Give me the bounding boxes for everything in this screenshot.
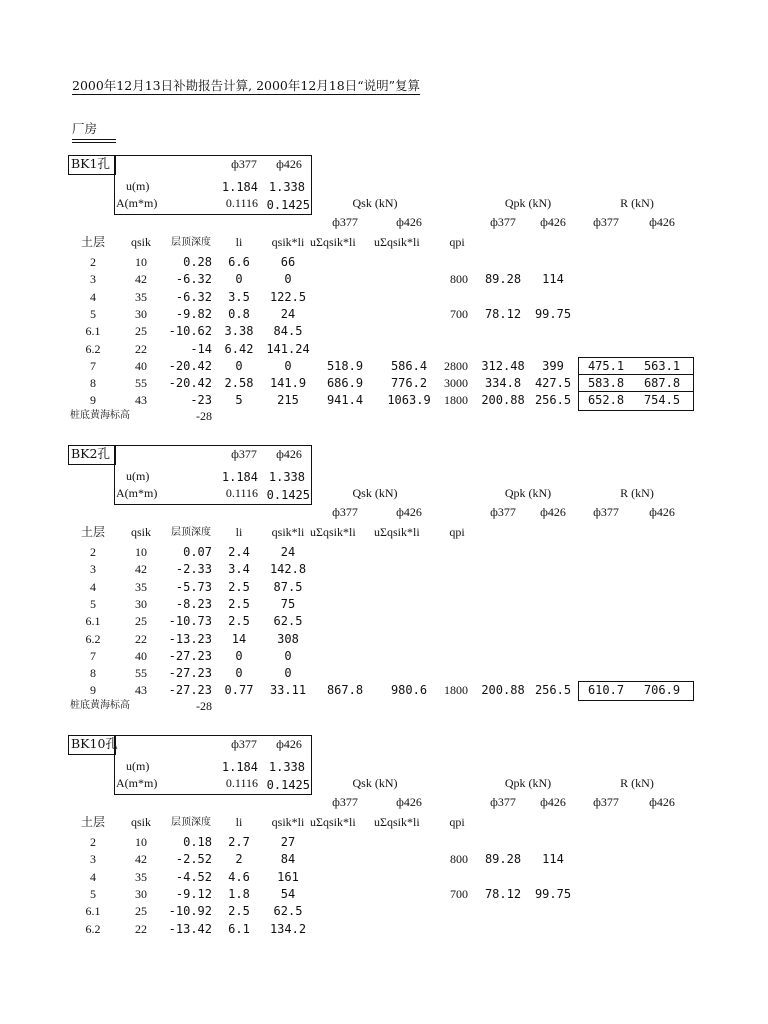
a-377: 0.1116: [225, 486, 258, 500]
u-426: 1.338: [268, 760, 305, 774]
cell-soil: 5: [90, 306, 96, 321]
r-426-header: ф426: [649, 215, 675, 229]
cell-qsik: 30: [135, 596, 147, 611]
col-soil-header: 土层: [80, 235, 106, 249]
cell-qli: 142.8: [269, 562, 307, 577]
r-377-header: ф377: [593, 505, 619, 519]
col-depth-header: 层顶深度: [171, 527, 211, 538]
cell-li: 3.5: [228, 289, 250, 304]
cell-soil: 3: [90, 562, 96, 577]
document-title: 2000年12月13日补勘报告计算, 2000年12月18日“说明”复算: [72, 78, 420, 93]
cell-qli: 62.5: [273, 904, 303, 919]
cell-soil: 8: [90, 666, 96, 681]
cell-qsik: 40: [135, 648, 147, 663]
cell-qsik: 55: [135, 666, 147, 681]
col-usum377-header: uΣqsik*li: [310, 525, 356, 539]
cell-qli: 24: [280, 545, 296, 559]
cell-li: 0: [235, 666, 243, 681]
cell-qpi: 700: [450, 886, 468, 901]
col-usum426-header: uΣqsik*li: [374, 525, 420, 539]
cell-soil: 2: [90, 835, 96, 849]
a-label: A(m*m): [116, 776, 158, 790]
col-usum377-header: uΣqsik*li: [310, 815, 356, 829]
cell-us426: 1063.9: [387, 393, 431, 408]
cell-qli: 141.9: [269, 376, 307, 391]
cell-qsik: 22: [135, 921, 147, 936]
cell-qpi: 800: [450, 852, 468, 867]
cell-qli: 141.24: [266, 341, 310, 356]
cell-qpk377: 89.28: [484, 852, 522, 867]
param-header-377: ф377: [231, 737, 257, 751]
r-header: R (kN): [620, 196, 654, 210]
cell-soil: 4: [90, 869, 96, 884]
cell-r377: 610.7: [587, 683, 625, 698]
cell-qli: 0: [284, 666, 292, 681]
cell-depth: -14: [190, 341, 212, 356]
u-426: 1.338: [268, 180, 305, 194]
cell-qpk426: 256.5: [534, 683, 572, 698]
cell-li: 2.5: [228, 596, 250, 611]
cell-qpi: 3000: [444, 376, 468, 391]
cell-qpk426: 256.5: [534, 393, 572, 408]
a-426: 0.1425: [266, 488, 310, 502]
cell-qli: 33.11: [269, 683, 307, 698]
col-depth-header: 层顶深度: [171, 817, 211, 828]
cell-r377: 583.8: [587, 376, 625, 391]
cell-us377: 867.8: [326, 683, 364, 698]
cell-soil: 3: [90, 852, 96, 867]
cell-qli: 54: [280, 886, 296, 901]
cell-depth: -27.23: [168, 648, 212, 663]
col-usum426-header: uΣqsik*li: [374, 235, 420, 249]
cell-li: 2.5: [228, 579, 250, 594]
col-qsik-header: qsik: [130, 525, 152, 539]
cell-qli: 24: [280, 306, 296, 321]
a-377: 0.1116: [225, 776, 258, 790]
hole-label: BK2孔: [71, 446, 110, 461]
cell-qsik: 25: [135, 614, 147, 629]
col-qsikli-header: qsik*li: [271, 525, 305, 539]
cell-qsik: 22: [135, 631, 147, 646]
cell-qli: 122.5: [269, 289, 307, 304]
cell-soil: 4: [90, 579, 96, 594]
qpk-377-header: ф377: [490, 505, 516, 519]
pile-tip-label: 桩底黄海标高: [70, 700, 130, 711]
col-soil-header: 土层: [80, 815, 106, 829]
cell-qli: 215: [277, 393, 299, 408]
cell-depth: -13.23: [168, 631, 212, 646]
cell-qpk377: 312.48: [481, 358, 525, 373]
building-label: 厂房: [72, 121, 98, 136]
cell-qsik: 30: [135, 306, 147, 321]
a-426: 0.1425: [266, 198, 310, 212]
cell-depth: -13.42: [168, 921, 212, 936]
cell-us426: 980.6: [390, 683, 428, 698]
r-377-header: ф377: [593, 795, 619, 809]
cell-qsik: 43: [135, 393, 147, 408]
cell-qsik: 35: [135, 869, 147, 884]
col-li-header: li: [235, 525, 243, 539]
col-qsik-header: qsik: [130, 235, 152, 249]
cell-soil: 5: [90, 886, 96, 901]
qpk-426-header: ф426: [540, 795, 566, 809]
cell-us426: 586.4: [390, 358, 428, 373]
qpk-377-header: ф377: [490, 215, 516, 229]
cell-qli: 161: [277, 869, 299, 884]
a-label: A(m*m): [116, 486, 158, 500]
qsk-header: Qsk (kN): [352, 776, 398, 790]
cell-qli: 0: [284, 358, 292, 373]
cell-qli: 0: [284, 272, 292, 287]
cell-depth: -6.32: [175, 272, 212, 287]
qpk-377-header: ф377: [490, 795, 516, 809]
cell-us377: 518.9: [326, 358, 364, 373]
cell-qpk377: 200.88: [481, 683, 525, 698]
cell-li: 2.4: [228, 545, 250, 559]
param-header-426: ф426: [276, 737, 302, 751]
cell-qsik: 10: [135, 835, 147, 849]
param-header-377: ф377: [231, 157, 257, 171]
col-depth-header: 层顶深度: [171, 237, 211, 248]
cell-qsik: 40: [135, 358, 147, 373]
u-377: 1.184: [221, 470, 258, 484]
cell-soil: 6.2: [85, 631, 101, 646]
pile-tip-value: -28: [196, 409, 212, 423]
param-header-426: ф426: [276, 157, 302, 171]
r-377-header: ф377: [593, 215, 619, 229]
cell-qsik: 10: [135, 545, 147, 559]
cell-qsik: 43: [135, 683, 147, 698]
hole-label: BK1孔: [71, 156, 110, 171]
cell-soil: 6.2: [85, 921, 101, 936]
qsk-426-header: ф426: [396, 795, 422, 809]
col-li-header: li: [235, 815, 243, 829]
qsk-377-header: ф377: [332, 505, 358, 519]
cell-qpk426: 427.5: [534, 376, 572, 391]
cell-soil: 6.1: [85, 904, 101, 919]
cell-qpk377: 78.12: [484, 886, 522, 901]
qpk-header: Qpk (kN): [504, 776, 552, 790]
cell-qsik: 42: [135, 272, 147, 287]
cell-li: 1.8: [228, 886, 250, 901]
cell-depth: -27.23: [168, 666, 212, 681]
cell-li: 2.5: [228, 904, 250, 919]
cell-depth: -5.73: [175, 579, 212, 594]
qsk-426-header: ф426: [396, 505, 422, 519]
cell-depth: -2.33: [175, 562, 212, 577]
pile-tip-label: 桩底黄海标高: [70, 410, 130, 421]
cell-soil: 3: [90, 272, 96, 287]
r-box-divider: [578, 391, 693, 392]
cell-us377: 941.4: [326, 393, 364, 408]
qpk-426-header: ф426: [540, 505, 566, 519]
cell-soil: 2: [90, 255, 96, 269]
col-li-header: li: [235, 235, 243, 249]
cell-qsik: 42: [135, 562, 147, 577]
cell-li: 2.58: [224, 376, 254, 391]
cell-li: 0.8: [228, 306, 250, 321]
u-426: 1.338: [268, 470, 305, 484]
col-usum426-header: uΣqsik*li: [374, 815, 420, 829]
cell-li: 0: [235, 272, 243, 287]
cell-li: 0: [235, 648, 243, 663]
cell-qpi: 800: [450, 272, 468, 287]
cell-qpk377: 334.8: [484, 376, 522, 391]
cell-qsik: 42: [135, 852, 147, 867]
cell-qli: 308: [277, 631, 299, 646]
col-qpi-header: qpi: [449, 235, 465, 249]
qsk-426-header: ф426: [396, 215, 422, 229]
a-426: 0.1425: [266, 778, 310, 792]
cell-li: 5: [235, 393, 243, 408]
qpk-header: Qpk (kN): [504, 486, 552, 500]
u-label: u(m): [126, 469, 150, 483]
cell-qpk426: 114: [542, 272, 564, 287]
cell-li: 14: [231, 631, 247, 646]
cell-depth: 0.28: [183, 255, 212, 269]
cell-qli: 84.5: [273, 324, 303, 339]
cell-qsik: 35: [135, 579, 147, 594]
cell-depth: -10.92: [168, 904, 212, 919]
cell-qli: 87.5: [273, 579, 303, 594]
u-377: 1.184: [221, 180, 258, 194]
cell-depth: -10.73: [168, 614, 212, 629]
cell-depth: -27.23: [168, 683, 212, 698]
cell-depth: -20.42: [168, 376, 212, 391]
col-qpi-header: qpi: [449, 815, 465, 829]
col-qpi-header: qpi: [449, 525, 465, 539]
r-header: R (kN): [620, 486, 654, 500]
cell-r426: 687.8: [643, 376, 681, 391]
cell-li: 3.38: [224, 324, 254, 339]
cell-soil: 6.1: [85, 324, 101, 339]
cell-depth: -10.62: [168, 324, 212, 339]
cell-qsik: 25: [135, 324, 147, 339]
pile-tip-value: -28: [196, 699, 212, 713]
cell-qpk426: 99.75: [534, 886, 572, 901]
building-underline: [72, 139, 116, 140]
col-usum377-header: uΣqsik*li: [310, 235, 356, 249]
cell-r426: 754.5: [643, 393, 681, 408]
col-qsik-header: qsik: [130, 815, 152, 829]
cell-us377: 686.9: [326, 376, 364, 391]
cell-qpi: 1800: [444, 683, 468, 698]
cell-depth: -20.42: [168, 358, 212, 373]
cell-qsik: 30: [135, 886, 147, 901]
cell-qsik: 22: [135, 341, 147, 356]
cell-r377: 475.1: [587, 358, 625, 373]
cell-soil: 2: [90, 545, 96, 559]
r-426-header: ф426: [649, 505, 675, 519]
cell-qpk426: 399: [542, 358, 564, 373]
cell-depth: -9.12: [175, 886, 212, 901]
cell-qli: 134.2: [269, 921, 307, 936]
cell-li: 6.42: [224, 341, 254, 356]
cell-qli: 84: [280, 852, 296, 867]
cell-soil: 9: [90, 683, 96, 698]
r-header: R (kN): [620, 776, 654, 790]
col-qsikli-header: qsik*li: [271, 815, 305, 829]
qsk-header: Qsk (kN): [352, 196, 398, 210]
cell-li: 0.77: [224, 683, 254, 698]
u-377: 1.184: [221, 760, 258, 774]
cell-depth: 0.18: [183, 835, 212, 849]
cell-r377: 652.8: [587, 393, 625, 408]
cell-li: 6.6: [228, 255, 250, 269]
cell-li: 0: [235, 358, 243, 373]
cell-qpk426: 114: [542, 852, 564, 867]
param-header-426: ф426: [276, 447, 302, 461]
cell-qsik: 25: [135, 904, 147, 919]
u-label: u(m): [126, 179, 150, 193]
cell-qli: 62.5: [273, 614, 303, 629]
cell-li: 4.6: [228, 869, 250, 884]
cell-soil: 8: [90, 376, 96, 391]
param-header-377: ф377: [231, 447, 257, 461]
cell-us426: 776.2: [390, 376, 428, 391]
cell-qpi: 1800: [444, 393, 468, 408]
cell-qsik: 10: [135, 255, 147, 269]
cell-soil: 4: [90, 289, 96, 304]
a-377: 0.1116: [225, 196, 258, 210]
cell-qli: 0: [284, 648, 292, 663]
cell-r426: 563.1: [643, 358, 681, 373]
cell-depth: 0.07: [183, 545, 212, 559]
col-qsikli-header: qsik*li: [271, 235, 305, 249]
cell-qpk377: 200.88: [481, 393, 525, 408]
qsk-header: Qsk (kN): [352, 486, 398, 500]
cell-qli: 75: [280, 596, 296, 611]
cell-li: 2: [235, 852, 243, 867]
cell-depth: -2.52: [175, 852, 212, 867]
qpk-header: Qpk (kN): [504, 196, 552, 210]
cell-soil: 6.2: [85, 341, 101, 356]
r-426-header: ф426: [649, 795, 675, 809]
col-soil-header: 土层: [80, 525, 106, 539]
cell-soil: 9: [90, 393, 96, 408]
cell-qsik: 55: [135, 376, 147, 391]
cell-li: 2.7: [228, 835, 250, 849]
building-underline-2: [72, 142, 116, 143]
qsk-377-header: ф377: [332, 795, 358, 809]
u-label: u(m): [126, 759, 150, 773]
cell-depth: -8.23: [175, 596, 212, 611]
cell-qpk426: 99.75: [534, 306, 572, 321]
cell-soil: 7: [90, 648, 96, 663]
cell-depth: -23: [190, 393, 212, 408]
cell-qpi: 2800: [444, 358, 468, 373]
cell-li: 3.4: [228, 562, 250, 577]
cell-soil: 5: [90, 596, 96, 611]
cell-depth: -6.32: [175, 289, 212, 304]
qpk-426-header: ф426: [540, 215, 566, 229]
cell-qpi: 700: [450, 306, 468, 321]
cell-r426: 706.9: [643, 683, 681, 698]
r-box-border: [578, 357, 694, 411]
cell-depth: -4.52: [175, 869, 212, 884]
qsk-377-header: ф377: [332, 215, 358, 229]
cell-qsik: 35: [135, 289, 147, 304]
cell-li: 6.1: [228, 921, 250, 936]
hole-label: BK10孔: [71, 736, 118, 751]
r-box-divider: [578, 374, 693, 375]
cell-depth: -9.82: [175, 306, 212, 321]
cell-qli: 27: [280, 835, 296, 849]
cell-qpk377: 89.28: [484, 272, 522, 287]
r-box-border: [578, 681, 694, 700]
cell-qli: 66: [280, 255, 296, 269]
cell-qpk377: 78.12: [484, 306, 522, 321]
a-label: A(m*m): [116, 196, 158, 210]
cell-soil: 7: [90, 358, 96, 373]
cell-soil: 6.1: [85, 614, 101, 629]
cell-li: 2.5: [228, 614, 250, 629]
